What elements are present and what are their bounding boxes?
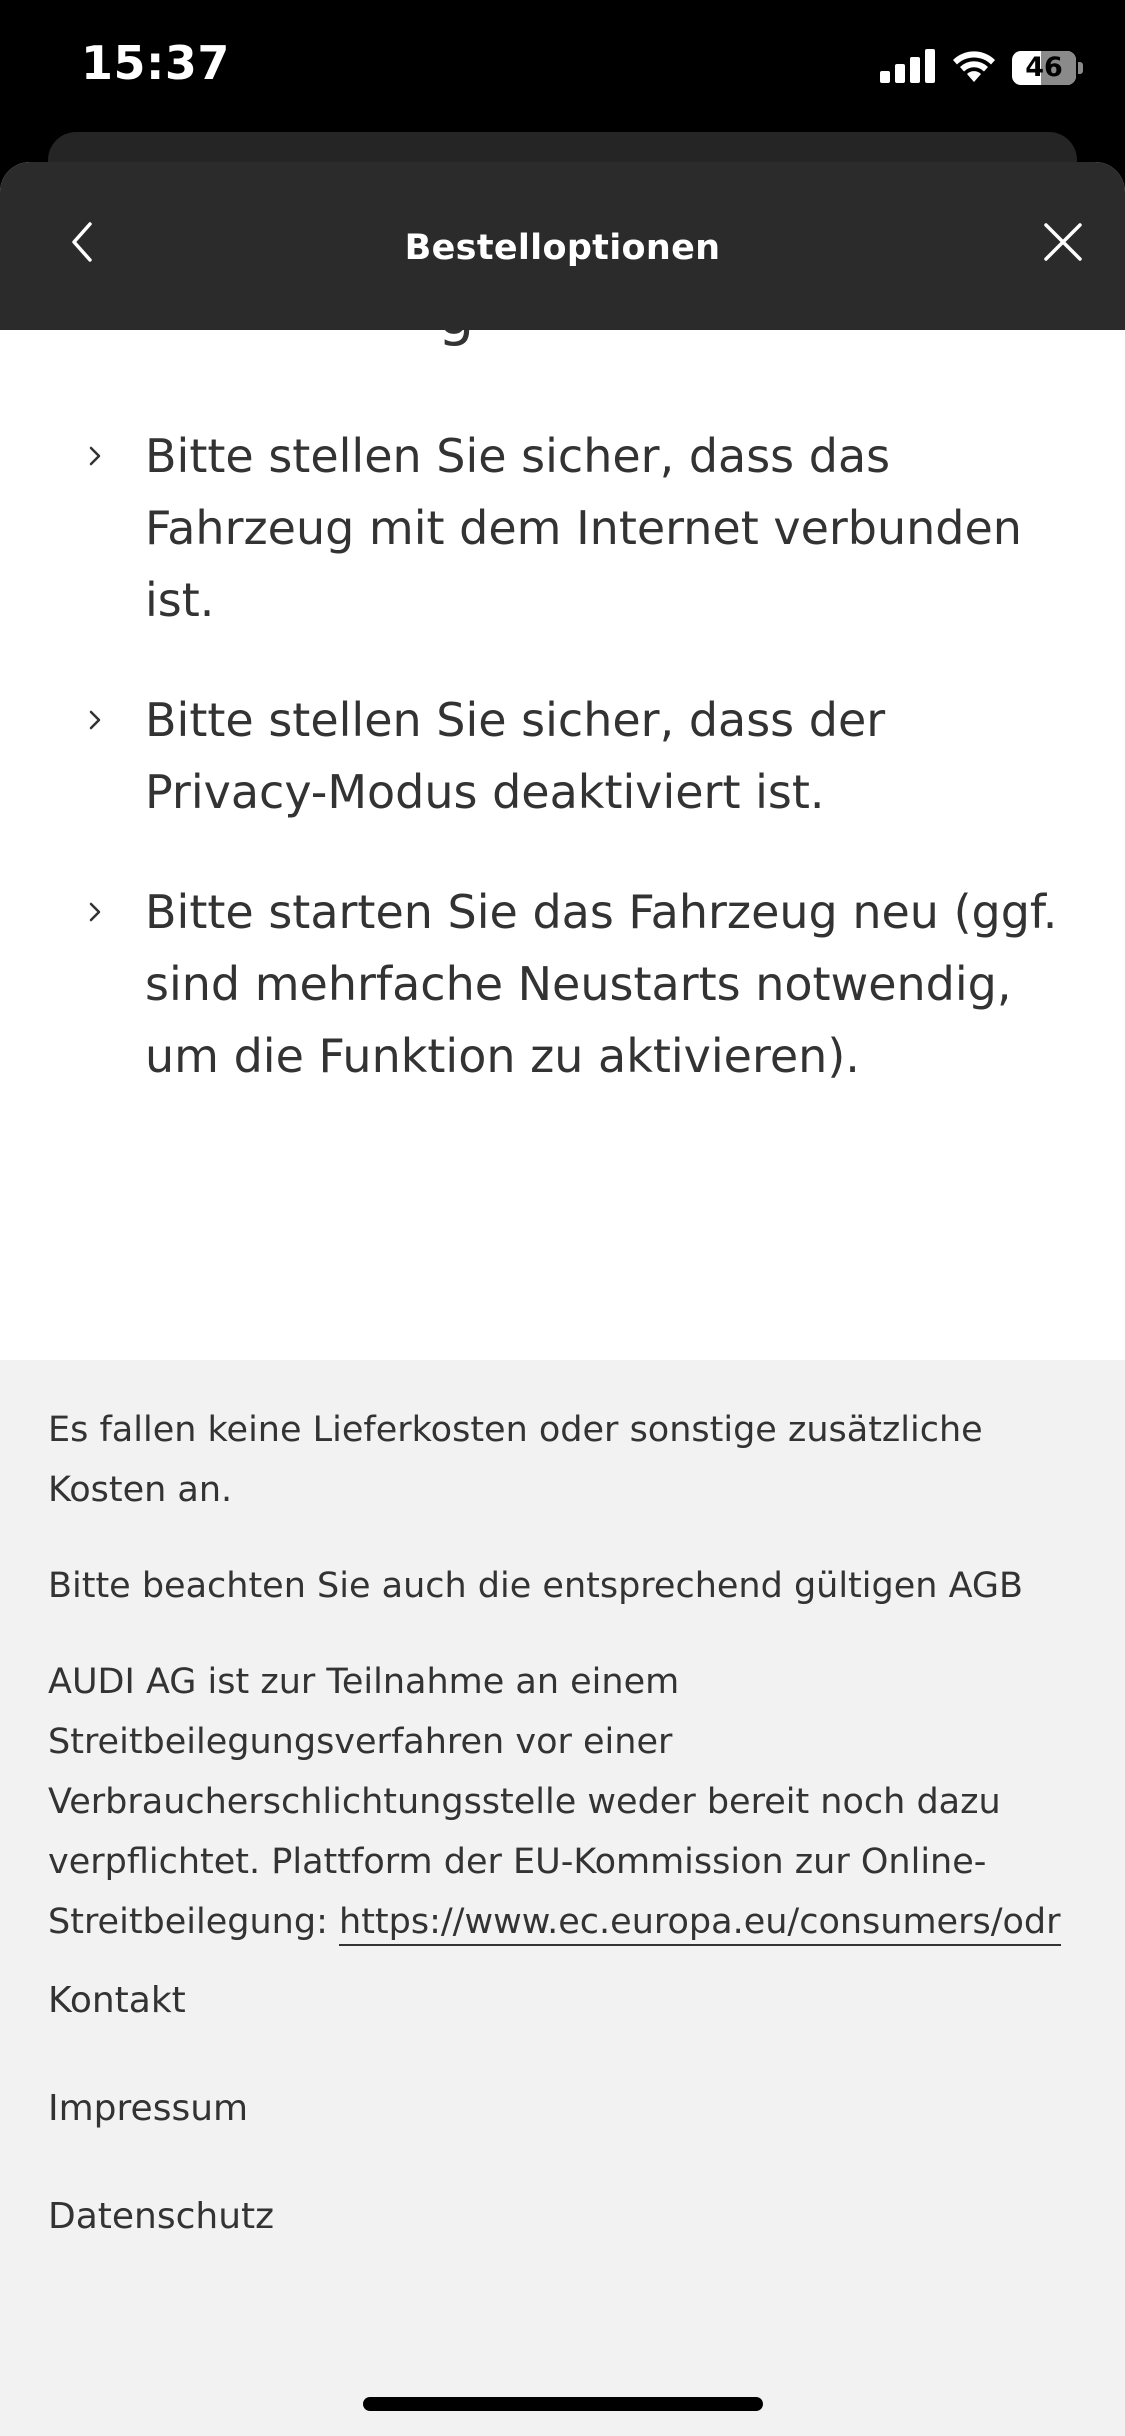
delivery-note: Es fallen keine Lieferkosten oder sonstige zusätzliche Kosten an. — [48, 1410, 983, 1510]
list-item-text: Bitte stellen Sie sicher, dass das Fahrzeug mit dem Internet verbunden ist. — [145, 429, 1022, 627]
sheet-title: Bestelloptionen — [404, 228, 721, 268]
dispute-resolution-text — [48, 1652, 1078, 1952]
status-bar — [0, 0, 1125, 135]
footer-link-kontakt[interactable]: Kontakt — [48, 1980, 186, 2021]
order-options-sheet — [0, 162, 1125, 2436]
footer-link-datenschutz[interactable]: Datenschutz — [48, 2196, 275, 2237]
requirements-list — [0, 420, 1125, 1140]
signal-icon — [880, 49, 936, 87]
sheet-header — [0, 162, 1125, 330]
close-button[interactable] — [1031, 212, 1095, 276]
chevron-right-icon — [88, 876, 112, 948]
battery-level: 46 — [1025, 52, 1063, 83]
footer-link-impressum[interactable]: Impressum — [48, 2088, 249, 2129]
chevron-right-icon — [88, 420, 112, 492]
list-item — [0, 684, 1125, 828]
wifi-icon — [950, 48, 998, 88]
footer — [0, 1360, 1125, 2436]
status-icons — [880, 46, 1083, 90]
list-item — [0, 420, 1125, 636]
list-item-text: Bitte stellen Sie sicher, dass der Privacy-Modus deaktiviert ist. — [145, 693, 886, 819]
list-item — [0, 876, 1125, 1092]
dispute-text: AUDI AG ist zur Teilnahme an einem Streitbeilegungsverfahren vor einer Verbraucherschlichtungsstelle weder bereit noch dazu verpflichtet. Plattform der EU-Kommission zur Online-Streitbeilegung: — [48, 1662, 1001, 1942]
list-item-text: Bitte starten Sie das Fahrzeug neu (ggf. sind mehrfache Neustarts notwendig, um die Funktion zu aktivieren). — [145, 885, 1058, 1083]
chevron-right-icon — [88, 684, 112, 756]
battery-tip — [1078, 62, 1083, 74]
battery-icon — [1012, 51, 1076, 85]
status-time: 15:37 — [81, 36, 230, 90]
terms-note: Bitte beachten Sie auch die entsprechend gültigen AGB — [48, 1566, 1024, 1606]
close-icon — [1043, 222, 1083, 266]
home-indicator[interactable] — [363, 2397, 763, 2411]
eu-odr-link[interactable]: https://www.ec.europa.eu/consumers/odr — [339, 1902, 1061, 1946]
